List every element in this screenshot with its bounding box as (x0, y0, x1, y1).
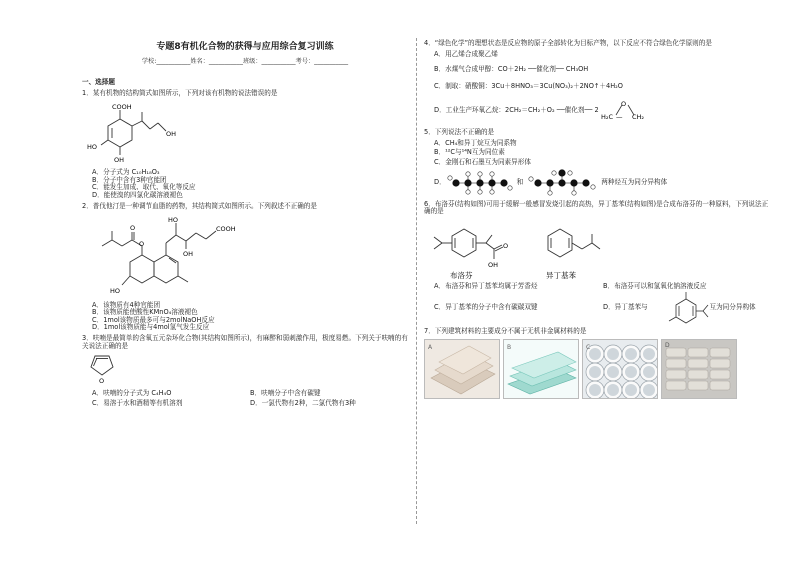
isobutylbenzene-name: 异丁基苯 (546, 270, 576, 280)
question-7-stem: 7．下列建筑材料的主要成分不属于无机非金属材料的是 (424, 326, 587, 335)
epoxide-dash-label: — (615, 113, 623, 122)
epoxide-left-label: H₂C (600, 113, 613, 122)
question-2-option-d[interactable]: D．1mol该物质能与4mol氢气发生反应 (92, 323, 210, 332)
q7-image-c-pipes[interactable] (582, 339, 658, 399)
q1-oh-bottom-label: OH (114, 155, 125, 164)
q1-cooh-label: COOH (112, 102, 132, 111)
question-3-options-row-2 (92, 400, 408, 408)
q7-image-a-tiles[interactable] (424, 339, 500, 399)
question-6-stem: 6．布洛芬(结构如图)可用于缓解一般感冒发烧引起的高热，异丁基苯(结构如图)是合成布洛芬的一种原料，下列说法正确的是 (424, 199, 769, 216)
question-1-option-b[interactable]: B．分子中含有3种官能团 (92, 175, 167, 184)
q3-o-label: O (99, 377, 105, 386)
q7-image-c-label: C (586, 343, 591, 351)
question-1-structure (82, 101, 232, 167)
question-1-stem: 1．某有机物的结构简式如图所示，下列对该有机物的说法错误的是 (82, 89, 278, 98)
question-2-structure (82, 213, 252, 299)
student-info-line: 学校:___________姓名：___________班级：___________考号：___________ (141, 58, 349, 66)
epoxide-right-label: CH₂ (631, 113, 644, 122)
question-5-option-d-suffix: 两种烃互为同分异构体 (601, 177, 668, 186)
question-5-option-b[interactable]: B．¹²C与¹⁴N互为同位素 (434, 148, 505, 157)
question-6-option-c[interactable]: C．异丁基苯的分子中含有碳碳双键 (434, 303, 538, 312)
q2-o1-label: O (130, 224, 136, 233)
q7-image-b-label: B (507, 343, 512, 351)
section-heading: 一、选择题 (82, 78, 115, 87)
question-5-option-c[interactable]: C．金刚石和石墨互为同素异形体 (434, 158, 531, 167)
question-1-option-a[interactable]: A．分子式为 C₁₀H₁₈O₃ (92, 168, 160, 177)
question-6-option-b[interactable]: B．布洛芬可以和氢氧化钠溶液反应 (603, 282, 707, 291)
q1-oh-right-label: OH (166, 129, 177, 138)
question-5-option-a[interactable]: A．CH₄和异丁烷互为同系物 (434, 138, 517, 147)
question-6-option-d[interactable] (603, 291, 772, 325)
page-title: 专题8有机化合物的获得与应用综合复习训练 (156, 42, 334, 52)
question-2-option-b[interactable]: B．该物质能使酸性KMnO₄溶液褪色 (92, 308, 198, 317)
ibuprofen-name: 布洛芬 (450, 270, 473, 280)
question-3-furan-structure (82, 353, 122, 387)
question-6-option-d-suffix: 互为同分异构体 (709, 303, 756, 312)
column-divider (416, 38, 417, 524)
q6-o-label: O (503, 241, 509, 250)
question-6-structures (424, 219, 664, 281)
question-5-option-d-and: 和 (516, 177, 524, 186)
q7-image-d-cement-bags[interactable] (661, 339, 737, 399)
q7-image-a-label: A (428, 343, 433, 351)
q6-option-d-structure (666, 291, 710, 325)
ball-stick-model-2 (526, 169, 598, 197)
question-4-option-a[interactable]: A．用乙烯合成聚乙烯 (434, 49, 498, 58)
question-4-option-d[interactable] (434, 99, 772, 121)
question-5-stem: 5．下列说法不正确的是 (424, 128, 495, 137)
right-column (424, 40, 772, 399)
question-4-option-c[interactable]: C．制取：硝酸铜：3Cu＋8HNO₃＝3Cu(NO₃)₂＋2NO↑＋4H₂O (434, 81, 623, 90)
q2-ho-bottom-label: HO (110, 287, 121, 296)
ball-stick-model-1 (446, 170, 514, 196)
question-7-images (424, 339, 772, 399)
question-6-options-row-1 (434, 283, 772, 291)
q7-image-b-glass[interactable] (503, 339, 579, 399)
q7-image-d-label: D (665, 341, 670, 349)
question-3-option-c[interactable]: C．易溶于水和酒精等有机溶剂 (92, 399, 183, 408)
left-column (82, 40, 408, 408)
question-3-options-row-1 (92, 390, 408, 398)
question-3-option-d[interactable]: D．一氯代物有2种，二氯代物有3种 (250, 399, 356, 408)
question-4-stem: 4．“绿色化学”的理想状态是反应物的原子全部转化为目标产物，以下反应不符合绿色化学原则的是 (424, 39, 712, 47)
q1-ho-left-label: HO (87, 142, 98, 151)
epoxide-o-label: O (620, 100, 626, 109)
q2-o2-label: O (139, 240, 145, 249)
q6-oh-label: OH (488, 260, 499, 269)
question-2-stem: 2．普伐他汀是一种调节血脂的药物，其结构简式如图所示。下列叙述不正确的是 (82, 201, 317, 210)
q2-cooh-label: COOH (216, 225, 236, 234)
question-3-option-a[interactable]: A．呋喃的分子式为 C₄H₄O (92, 388, 172, 397)
question-1-option-c[interactable]: C．能发生加成、取代、氧化等反应 (92, 183, 196, 192)
question-5-option-d[interactable] (434, 169, 772, 197)
question-2-option-a[interactable]: A．该物质有4种官能团 (92, 300, 161, 309)
question-2-option-c[interactable]: C．1mol该物质最多可与2molNaOH反应 (92, 315, 215, 324)
q2-ho-top-label: HO (168, 216, 179, 225)
question-4-option-d-text: D．工业生产环氧乙烷：2CH₂＝CH₂＋O₂ ──催化剂── 2 (434, 105, 599, 114)
epoxide-structure (599, 99, 651, 121)
question-6-options-row-2 (434, 291, 772, 325)
question-3-option-b[interactable]: B．呋喃分子中含有碳键 (250, 388, 321, 397)
question-5-option-d-prefix: D． (434, 177, 446, 186)
q2-oh-label: OH (183, 250, 194, 259)
question-4-option-b[interactable]: B．水煤气合成甲醇：CO＋2H₂ ──催化剂── CH₃OH (434, 65, 589, 74)
question-3-stem: 3．呋喃是最简单的含氧五元杂环化合物(其结构如图所示)，有麻醉和弱刺激作用，极度易燃。下列关于呋喃的有关说法正确的是 (82, 333, 408, 350)
question-6-option-a[interactable]: A．布洛芬和异丁基苯均属于芳香烃 (434, 282, 538, 291)
question-1-option-d[interactable]: D．能使溴的四氯化碳溶液褪色 (92, 190, 183, 199)
question-6-option-d-prefix: D．异丁基苯与 (603, 303, 648, 312)
